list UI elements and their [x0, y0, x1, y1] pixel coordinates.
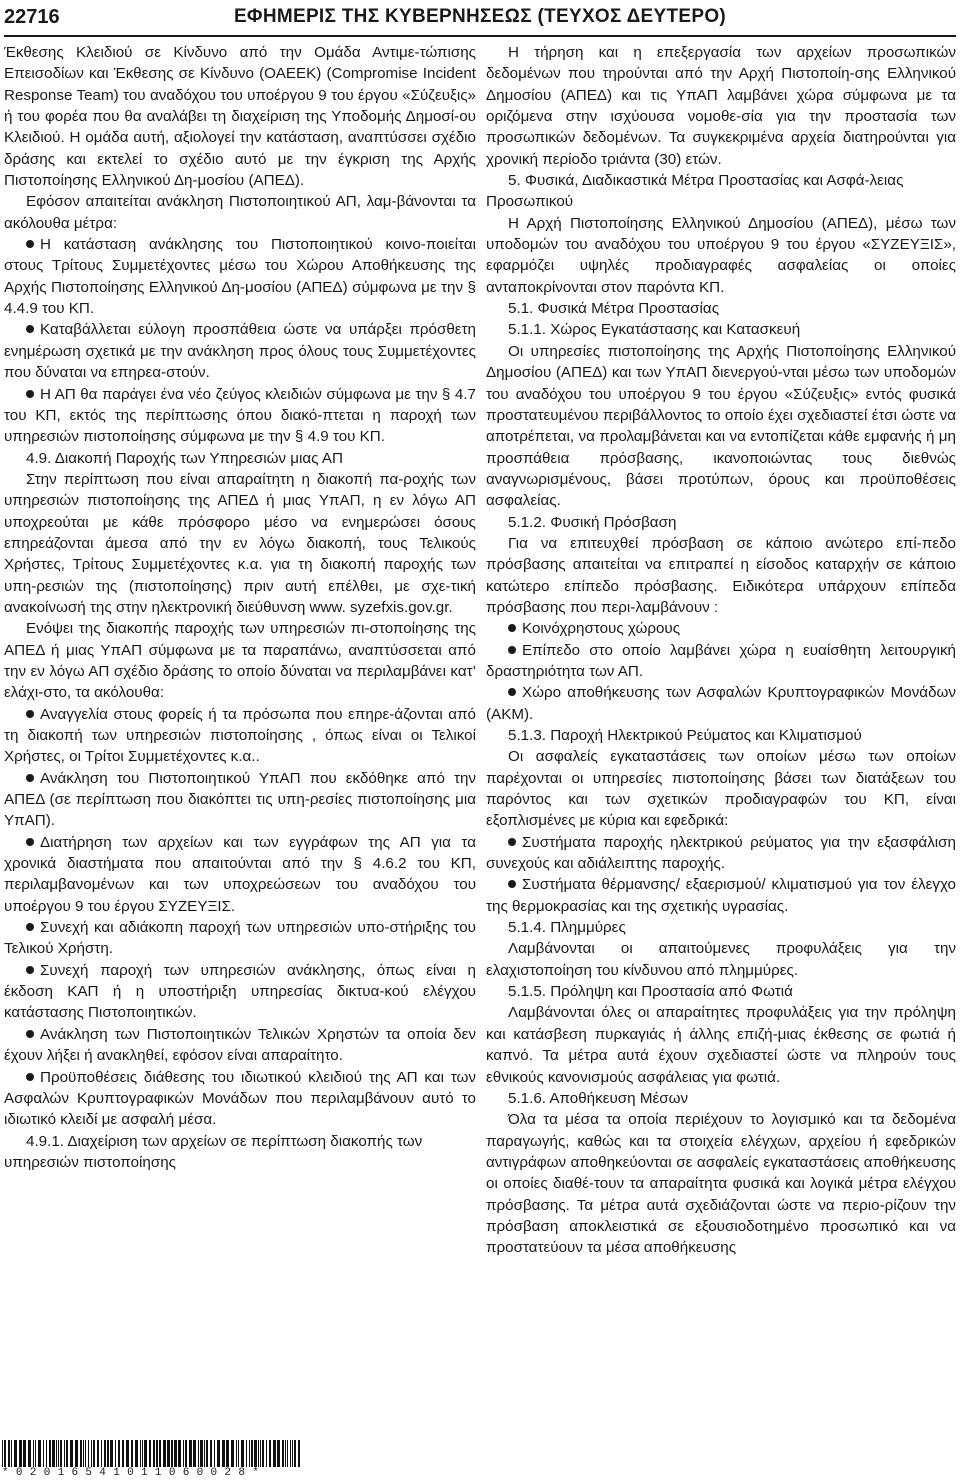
barcode-bar	[193, 1440, 196, 1468]
barcode-bar	[249, 1440, 250, 1468]
barcode-bar	[290, 1440, 291, 1468]
paragraph: Στην περίπτωση που είναι απαραίτητη η διακοπή πα-ροχής των υπηρεσιών πιστοποίησης της ΑΠΕΔ ή μιας ΥπΑΠ, η εν λόγω ΑΠ υποχρεούται με κάθε πρόσφορο μέσο να ενημερώσει όσους επηρεάζονται άμεσα από την εν λόγω διακοπή, τους Τελικούς Χρήστες, Τρίτους Συμμετέχοντες κ.α. για τη διακοπή παροχής των υπη-ρεσιών της (πιστοποίησης) πριν αυτή επέλθει, με σχε-τική ανακοίνωσή της στην ηλεκτρονική διεύθυνση www. syzefxis.gov.gr.	[4, 470, 476, 616]
barcode-bar	[183, 1440, 184, 1468]
barcode-bar	[206, 1440, 208, 1468]
bullet-icon	[26, 1030, 34, 1038]
barcode-bar	[122, 1440, 124, 1468]
header-divider	[4, 35, 956, 37]
left-column	[4, 42, 476, 1173]
bullet-item	[4, 832, 476, 917]
barcode-bar	[185, 1440, 187, 1468]
right-column	[486, 42, 956, 1259]
barcode-bar	[11, 1440, 12, 1468]
barcode-bar	[198, 1440, 199, 1468]
bullet-item	[4, 384, 476, 448]
barcode-bar	[167, 1440, 170, 1468]
barcode-bar	[298, 1440, 300, 1468]
section-heading: 5. Φυσικά, Διαδικαστικά Μέτρα Προστασίας και Ασφά-λειας Προσωπικού	[486, 172, 904, 211]
barcode-bar	[277, 1440, 280, 1468]
bullet-text: Καταβάλλεται εύλογη προσπάθεια ώστε να υπάρξει πρόσθετη ενημέρωση σχετικά με την ανάκληση προς όλους τους Συμμετέχοντες που δύναται να επηρεα-στούν.	[4, 321, 476, 382]
section-heading: 5.1.3. Παροχή Ηλεκτρικού Ρεύματος και Κλιματισμού	[508, 727, 862, 744]
paragraph: Εφόσον απαιτείται ανάκληση Πιστοποιητικού ΑΠ, λαμ-βάνονται τα ακόλουθα μέτρα:	[4, 193, 476, 232]
barcode-bar	[238, 1440, 239, 1468]
barcode-bar	[110, 1440, 113, 1468]
bullet-icon	[508, 624, 516, 632]
barcode-bar	[46, 1440, 47, 1468]
barcode-bar	[49, 1440, 51, 1468]
barcode-bar	[282, 1440, 284, 1468]
page-number: 22716	[4, 5, 60, 28]
bullet-icon	[508, 688, 516, 696]
section-heading: 5.1.4. Πλημμύρες	[508, 919, 626, 937]
bullet-icon	[26, 923, 34, 931]
barcode-bar	[66, 1440, 68, 1468]
bullet-text: Προϋποθέσεις διάθεσης του ιδιωτικού κλειδιού της ΑΠ και των Ασφαλών Κρυπτογραφικών Μονάδων που περιλαμβάνουν αυτό το ιδιωτικό κλειδί με ασφαλή μέσα.	[4, 1068, 476, 1129]
barcode-bar	[97, 1440, 99, 1468]
barcode-digits: *02016541011060028*	[2, 1467, 300, 1479]
barcode-bar	[107, 1440, 109, 1468]
barcode-bar	[52, 1440, 55, 1468]
paragraph: Έκθεσης Κλειδιού σε Κίνδυνο από την Ομάδα Αντιμε-τώπισης Επεισοδίων και Έκθεσης σε Κίνδυνο (ΟΑΕΕΚ) (Compromise Incident Response Team) του αναδόχου του υποέργου 9 του έργου «Σύζευξις» ή του φορέα που θα αναλάβει τη διαχείριση της Υποδομής Δημοσί-ου Κλειδιού. Η ομάδα αυτή, αξιολογεί την κατάσταση, αναπτύσσει σχέδιο δράσης και εκτελεί το σχέδιο αυτό με την έγκριση της Αρχής Πιστοποίησης Ελληνικού Δη-μοσίου (ΑΠΕΔ).	[4, 44, 476, 190]
barcode-bar	[35, 1440, 36, 1468]
barcode-bar	[8, 1440, 10, 1468]
barcode-bar	[144, 1440, 147, 1468]
journal-title: ΕΦΗΜΕΡΙΣ ΤΗΣ ΚΥΒΕΡΝΗΣΕΩΣ (ΤΕΥΧΟΣ ΔΕΥΤΕΡΟ)	[233, 6, 727, 27]
bullet-icon	[508, 880, 516, 888]
barcode-bar	[241, 1440, 244, 1468]
bullet-text: Διατήρηση των αρχείων και των εγγράφων της ΑΠ για τα χρονικά διαστήματα που απαιτούνται από την § 4.6.2 του ΚΠ, περιλαμβανομένων και των υποχρεώσεων του αναδόχου του υποέργου 9 του έργου ΣΥΖΕΥΞΙΣ.	[4, 833, 476, 915]
barcode-bar	[70, 1440, 73, 1468]
bullet-icon	[26, 240, 34, 248]
bullet-item	[4, 917, 476, 960]
bullet-icon	[26, 325, 34, 333]
barcode-bar	[135, 1440, 138, 1468]
barcode-bar	[163, 1440, 166, 1468]
barcode-bar	[292, 1440, 293, 1468]
bullet-item	[486, 682, 956, 725]
bullet-text: Συνεχή παροχή των υπηρεσιών ανάκλησης, όπως είναι η έκδοση ΚΑΠ ή η υποστήριξη υπηρεσίας δικτυα-κού ελέγχου κατάστασης Πιστοποιητικών.	[4, 961, 476, 1022]
bullet-text: Συστήματα παροχής ηλεκτρικού ρεύματος για την εξασφάλιση συνεχούς και αδιάλειπτης παροχής.	[486, 833, 956, 873]
bullet-item	[4, 960, 476, 1024]
paragraph: Λαμβάνονται οι απαιτούμενες προφυλάξεις για την ελαχιστοποίηση του κίνδυνου από πλημμύρες.	[486, 940, 956, 979]
barcode-bar	[4, 1440, 6, 1468]
barcode-bar	[204, 1440, 205, 1468]
paragraph: Λαμβάνονται όλες οι απαραίτητες προφυλάξεις για την πρόληψη και κατάσβεση πυρκαγιάς ή άλλης επιζή-μιας έκθεσης σε φωτιά ή καπνό. Τα μέτρα αυτά έχουν σχεδιαστεί ώστε να πληρούν τους εθνικούς κανονισμούς ασφάλειας για φωτιά.	[486, 1004, 956, 1086]
bullet-text: Χώρο αποθήκευσης των Ασφαλών Κρυπτογραφικών Μονάδων (ΑΚΜ).	[486, 684, 956, 723]
barcode-bar	[159, 1440, 161, 1468]
barcode-bar	[285, 1440, 286, 1468]
barcode-bar	[91, 1440, 92, 1468]
barcode-bar	[266, 1440, 267, 1468]
barcode	[2, 1440, 300, 1480]
bullet-icon	[508, 838, 516, 846]
barcode-bar	[210, 1440, 212, 1468]
bullet-text: Ανάκληση των Πιστοποιητικών Τελικών Χρηστών τα οποία δεν έχουν λήξει ή ανακληθεί, εφόσον είναι απαραίτητο.	[4, 1025, 476, 1065]
barcode-bar	[262, 1440, 264, 1468]
barcode-bar	[273, 1440, 276, 1468]
bullet-text: Συστήματα θέρμανσης/ εξαερισμού/ κλιματισμού για τον έλεγχο της θερμοκρασίας και της σχετικής υγρασίας.	[486, 876, 956, 915]
barcode-bar	[23, 1440, 26, 1468]
barcode-bar	[200, 1440, 203, 1468]
barcode-bar	[149, 1440, 151, 1468]
barcode-bar	[83, 1440, 84, 1468]
bullet-item	[4, 319, 476, 383]
bullet-text: Συνεχή και αδιάκοπη παροχή των υπηρεσιών υπο-στήριξης του Τελικού Χρήστη.	[4, 919, 476, 958]
paragraph: Η τήρηση και η επεξεργασία των αρχείων προσωπικών δεδομένων που τηρούνται από την Αρχή Πιστοποίη-σης Ελληνικού Δημοσίου (ΑΠΕΔ) και τις ΥπΑΠ λαμβάνει χώρα σύμφωνα με τα οριζόμενα στην ισχύουσα νομοθε-σία για την προστασία των προσωπικών δεδομένων. Τα συγκεκριμένα αρχεία διατηρούνται για χρονική περίοδο τριάντα (30) ετών.	[486, 44, 956, 168]
barcode-bar	[269, 1440, 271, 1468]
bullet-item	[4, 1067, 476, 1131]
barcode-bar	[19, 1440, 22, 1468]
bullet-icon	[26, 774, 34, 782]
bullet-item	[4, 1024, 476, 1067]
section-heading: 5.1.1. Χώρος Εγκατάστασης και Κατασκευή	[508, 321, 801, 339]
barcode-bar	[93, 1440, 95, 1468]
paragraph: Οι ασφαλείς εγκαταστάσεις των οποίων μέσω των οποίων παρέχονται οι υπηρεσίες πιστοποίησης βάσει των διατάξεων του παρόντος και των σχετικών προδιαγραφών του ΚΠ, είναι εξοπλισμένες με κύρια και εφεδρικά:	[486, 748, 956, 830]
barcode-bar	[214, 1440, 215, 1468]
barcode-bar	[260, 1440, 261, 1468]
section-heading: 4.9.1. Διαχείριση των αρχείων σε περίπτωση διακοπής των υπηρεσιών πιστοποίησης	[4, 1132, 423, 1171]
paragraph: Οι υπηρεσίες πιστοποίησης της Αρχής Πιστοποίησης Ελληνικού Δημοσίου (ΑΠΕΔ) και των ΥπΑΠ διενεργού-νται μέσω των υποδομών του αναδόχου του υποέργου 9 του έργου «Σύζευξις» εντός φυσικά προστατευμένου περιβάλλοντος το οποίο έχει σχεδιαστεί έτσι ώστε να αποτρέπεται, να προλαμβάνεται και να εντοπίζεται κάθε εμφανής ή μη προσπάθεια πρόσβασης, ικανοποιώντας τους διεθνώς αναγνωρισμένους, βάσει προτύπων, όρους και προϋποθέσεις ασφαλείας.	[486, 342, 956, 510]
barcode-bar	[126, 1440, 129, 1468]
bullet-text: Αναγγελία στους φορείς ή τα πρόσωπα που επηρε-άζονται από τη διακοπή των υπηρεσιών πιστοποίησης , όπως είναι οι Τελικοί Χρήστες, οι Τρίτοι Συμμετέχοντες κ.α..	[4, 705, 476, 766]
barcode-bars	[2, 1440, 300, 1468]
bullet-item	[4, 768, 476, 832]
section-heading: 5.1.6. Αποθήκευση Μέσων	[508, 1089, 689, 1107]
barcode-bar	[171, 1440, 173, 1468]
section-heading: 4.9. Διακοπή Παροχής των Υπηρεσιών μιας ΑΠ	[26, 449, 343, 467]
barcode-bar	[178, 1440, 181, 1468]
bullet-icon	[508, 646, 516, 654]
barcode-bar	[33, 1440, 34, 1468]
barcode-bar	[38, 1440, 41, 1468]
barcode-bar	[222, 1440, 225, 1468]
barcode-bar	[258, 1440, 259, 1468]
paragraph: Ενόψει της διακοπής παροχής των υπηρεσιών πι-στοποίησης της ΑΠΕΔ ή μιας ΥπΑΠ σύμφωνα με τα παραπάνω, αναπτύσσεται από την εν λόγω ΑΠ σχέδιο δράσης το οποίο δύναται να περιλαμβάνει κατ’ ελάχι-στο, τα ακόλουθα:	[4, 620, 476, 702]
barcode-bar	[60, 1440, 62, 1468]
barcode-bar	[140, 1440, 141, 1468]
bullet-item	[486, 874, 956, 917]
bullet-icon	[26, 710, 34, 718]
barcode-bar	[118, 1440, 120, 1468]
bullet-text: Ανάκληση του Πιστοποιητικού ΥπΑΠ που εκδόθηκε από την ΑΠΕΔ (σε περίπτωση που διακόπτει τις υπη-ρεσίες πιστοποίησης μια ΥπΑΠ).	[4, 769, 476, 830]
barcode-bar	[56, 1440, 57, 1468]
paragraph: Όλα τα μέσα τα οποία περιέχουν το λογισμικό και τα δεδομένα παραγωγής, καθώς και τα στοιχεία ελέγχων, αρχείου ή εφεδρικών αντιγράφων αποθηκεύονται σε ασφαλείς εγκαταστάσεις αποθήκευσης οι οποίες διαθέ-τουν τα απαραίτητα φυσικά και λογικά μέτρα ελέγχου πρόσβασης. Τα μέτρα αυτά σχεδιάζονται ώστε να περιο-ρίζουν την πρόσβαση αποκλειστικά σε εξουσιοδοτημένο προσωπικό και να προστατεύουν τα μέσα αποθήκευσης	[486, 1111, 956, 1257]
bullet-text: Η ΑΠ θα παράγει ένα νέο ζεύγος κλειδιών σύμφωνα με την § 4.7 του ΚΠ, εκτός της περίπτωσης όπου διακό-πτεται η παροχή των υπηρεσιών πιστοποίησης σύμφωνα με την § 4.9 του ΚΠ.	[4, 385, 476, 446]
bullet-text: Επίπεδο στο οποίο λαμβάνει χώρα η ευαίσθητη λειτουργική δραστηριότητα των ΑΠ.	[486, 641, 956, 680]
barcode-bar	[189, 1440, 192, 1468]
barcode-bar	[14, 1440, 17, 1468]
barcode-bar	[2, 1440, 3, 1468]
bullet-icon	[26, 838, 34, 846]
barcode-bar	[58, 1440, 59, 1468]
barcode-bar	[153, 1440, 155, 1468]
bullet-item	[486, 640, 956, 683]
bullet-item	[4, 704, 476, 768]
barcode-bar	[101, 1440, 102, 1468]
barcode-bar	[174, 1440, 177, 1468]
paragraph: Για να επιτευχθεί πρόσβαση σε κάποιο ανώτερο επί-πεδο πρόσβασης απαιτείται να επιτραπεί η είσοδος καταρχήν σε κάποιο κατώτερο επίπεδο πρόσβασης. Ειδικότερα υπάρχουν επίπεδα πρόσβασης που περι-λαμβάνουν :	[486, 534, 956, 616]
bullet-text: Η κατάσταση ανάκλησης του Πιστοποιητικού κοινο-ποιείται στους Τρίτους Συμμετέχοντες μέσω του Χώρου Αποθήκευσης της Αρχής Πιστοποίησης Ελληνικού Δη-μοσίου (ΑΠΕΔ) σύμφωνα με την § 4.4.9 του ΚΠ.	[4, 236, 476, 318]
bullet-icon	[26, 390, 34, 398]
barcode-bar	[231, 1440, 234, 1468]
barcode-bar	[142, 1440, 143, 1468]
barcode-bar	[115, 1440, 116, 1468]
barcode-bar	[251, 1440, 253, 1468]
barcode-bar	[75, 1440, 78, 1468]
barcode-bar	[217, 1440, 220, 1468]
section-heading: 5.1. Φυσικά Μέτρα Προστασίας	[508, 300, 720, 318]
page-header	[4, 0, 956, 34]
barcode-bar	[104, 1440, 106, 1468]
barcode-bar	[294, 1440, 296, 1468]
bullet-icon	[26, 966, 34, 974]
barcode-bar	[64, 1440, 65, 1468]
bullet-icon	[26, 1073, 34, 1081]
barcode-bar	[156, 1440, 158, 1468]
barcode-bar	[88, 1440, 89, 1468]
barcode-bar	[131, 1440, 133, 1468]
bullet-item	[486, 832, 956, 875]
barcode-bar	[254, 1440, 257, 1468]
barcode-bar	[43, 1440, 44, 1468]
paragraph: Η Αρχή Πιστοποίησης Ελληνικού Δημοσίου (ΑΠΕΔ), μέσω των υποδομών του αναδόχου του υποέργου 9 του έργου «ΣΥΖΕΥΞΙΣ», εφαρμόζει υψηλές προδιαγραφές ασφαλείας οι οποίες ανταποκρίνονται στον παρόντα ΚΠ.	[486, 214, 956, 296]
barcode-bar	[85, 1440, 86, 1468]
bullet-text: Κοινόχρηστους χώρους	[522, 620, 681, 638]
barcode-bar	[236, 1440, 237, 1468]
barcode-bar	[226, 1440, 229, 1468]
bullet-item	[4, 234, 476, 319]
barcode-bar	[246, 1440, 247, 1468]
barcode-bar	[80, 1440, 82, 1468]
barcode-bar	[28, 1440, 31, 1468]
section-heading: 5.1.2. Φυσική Πρόσβαση	[508, 513, 677, 531]
bullet-item	[486, 618, 956, 639]
section-heading: 5.1.5. Πρόληψη και Προστασία από Φωτιά	[508, 983, 793, 1001]
barcode-bar	[287, 1440, 288, 1468]
